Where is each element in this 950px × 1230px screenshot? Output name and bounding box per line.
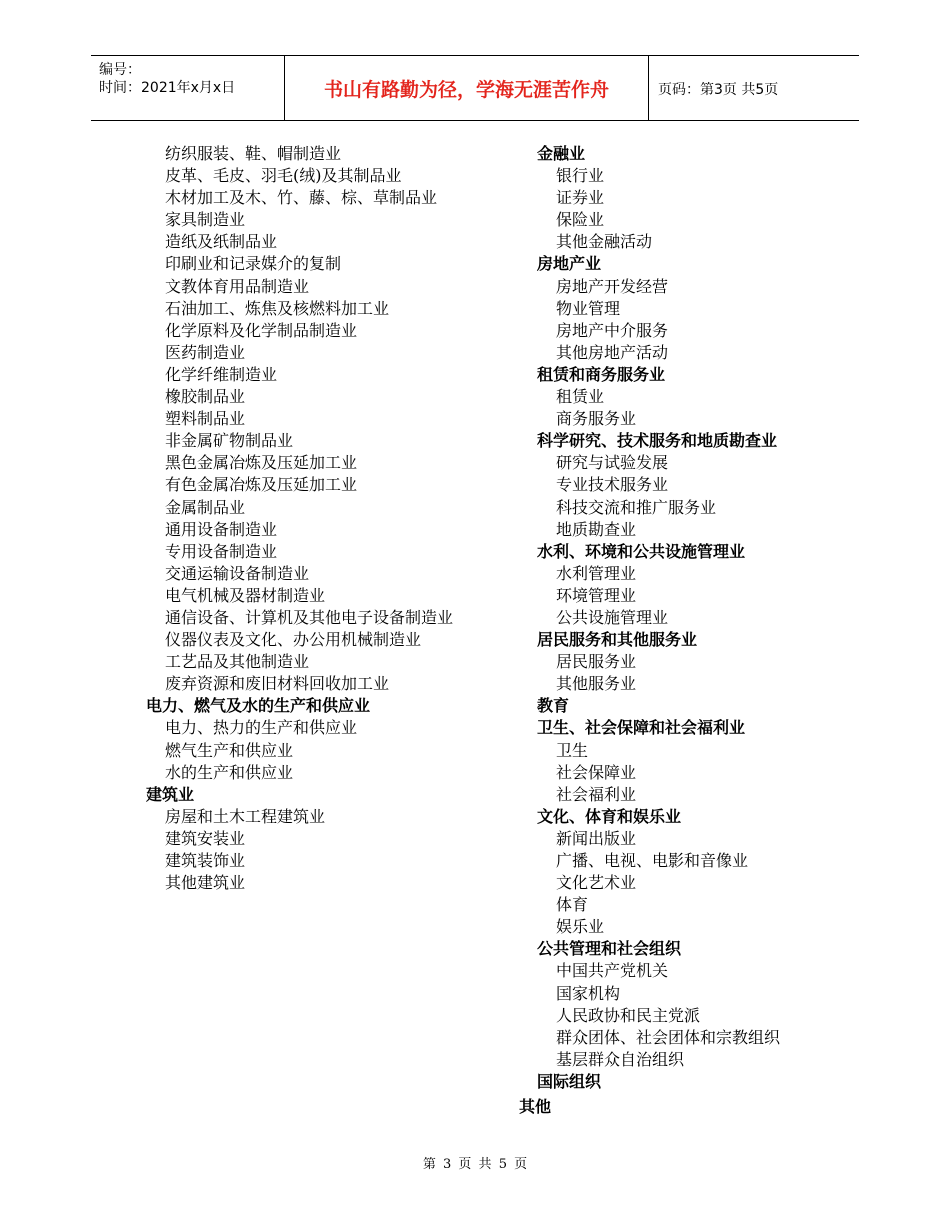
subcategory-item: 中国共产党机关 [556, 961, 669, 981]
category-heading: 公共管理和社会组织 [537, 939, 682, 959]
subcategory-item: 国家机构 [556, 983, 621, 1003]
subcategory-item: 居民服务业 [556, 652, 637, 672]
subcategory-item: 社会保障业 [556, 762, 637, 782]
subcategory-item: 塑料制品业 [165, 409, 246, 429]
header-divider-right [648, 56, 649, 120]
subcategory-item: 皮革、毛皮、羽毛(绒)及其制品业 [165, 166, 402, 186]
header-number-label: 编号： [99, 62, 141, 78]
subcategory-item: 通用设备制造业 [165, 519, 278, 539]
subcategory-item: 保险业 [556, 210, 605, 230]
subcategory-item: 纺织服装、鞋、帽制造业 [165, 144, 342, 163]
subcategory-item: 造纸及纸制品业 [165, 232, 278, 252]
subcategory-item: 物业管理 [556, 298, 621, 318]
subcategory-item: 科技交流和推广服务业 [556, 497, 717, 517]
subcategory-item: 交通运输设备制造业 [165, 563, 310, 583]
header-meta [99, 61, 235, 97]
other-category: 其他 [519, 1097, 552, 1116]
category-heading: 科学研究、技术服务和地质勘查业 [537, 431, 778, 451]
subcategory-item: 房地产中介服务 [556, 320, 669, 340]
category-heading: 电力、燃气及水的生产和供应业 [146, 696, 371, 716]
subcategory-item: 石油加工、炼焦及核燃料加工业 [165, 298, 390, 318]
subcategory-item: 研究与试验发展 [556, 453, 669, 473]
subcategory-item: 废弃资源和废旧材料回收加工业 [165, 674, 390, 694]
subcategory-item: 黑色金属冶炼及压延加工业 [165, 453, 358, 473]
subcategory-item: 娱乐业 [556, 917, 605, 937]
subcategory-item: 广播、电视、电影和音像业 [556, 851, 749, 870]
subcategory-item: 建筑安装业 [165, 828, 246, 848]
subcategory-item: 基层群众自治组织 [556, 1049, 685, 1069]
subcategory-item: 建筑装饰业 [165, 851, 246, 870]
subcategory-item: 地质勘查业 [556, 519, 637, 539]
subcategory-item: 群众团体、社会团体和宗教组织 [556, 1027, 781, 1047]
subcategory-item: 人民政协和民主党派 [556, 1005, 701, 1025]
subcategory-item: 水利管理业 [556, 563, 637, 583]
subcategory-item: 燃气生产和供应业 [165, 740, 294, 760]
category-heading: 水利、环境和公共设施管理业 [537, 541, 746, 561]
category-heading: 教育 [537, 696, 570, 716]
subcategory-item: 家具制造业 [165, 210, 246, 230]
subcategory-item: 有色金属冶炼及压延加工业 [165, 475, 358, 495]
right-column-list [537, 143, 780, 1093]
subcategory-item: 医药制造业 [165, 342, 246, 362]
category-heading: 卫生、社会保障和社会福利业 [537, 718, 746, 738]
category-heading: 金融业 [537, 144, 586, 163]
header-time-label: 时间：2021年x月x日 [99, 80, 236, 96]
subcategory-item: 专用设备制造业 [165, 541, 278, 561]
category-heading: 文化、体育和娱乐业 [537, 806, 682, 826]
subcategory-item: 文教体育用品制造业 [165, 276, 310, 296]
subcategory-item: 社会福利业 [556, 784, 637, 804]
category-heading: 居民服务和其他服务业 [537, 630, 698, 650]
subcategory-item: 商务服务业 [556, 409, 637, 429]
subcategory-item: 租赁业 [556, 387, 605, 407]
header-motto: 书山有路勤为径，学海无涯苦作舟 [323, 79, 609, 101]
subcategory-item: 电力、热力的生产和供应业 [165, 718, 358, 738]
page-header [91, 55, 859, 121]
subcategory-item: 橡胶制品业 [165, 387, 246, 407]
subcategory-item: 文化艺术业 [556, 873, 637, 893]
subcategory-item: 环境管理业 [556, 585, 637, 605]
subcategory-item: 其他建筑业 [165, 873, 246, 893]
subcategory-item: 通信设备、计算机及其他电子设备制造业 [165, 607, 454, 627]
subcategory-item: 其他房地产活动 [556, 342, 669, 362]
category-heading: 租赁和商务服务业 [537, 364, 666, 384]
category-heading: 建筑业 [146, 784, 195, 804]
subcategory-item: 其他服务业 [556, 674, 637, 694]
subcategory-item: 木材加工及木、竹、藤、棕、草制品业 [165, 188, 438, 208]
subcategory-item: 仪器仪表及文化、办公用机械制造业 [165, 630, 422, 650]
subcategory-item: 公共设施管理业 [556, 607, 669, 627]
header-page-info: 页码：第3页 共5页 [658, 82, 779, 98]
page-footer: 第 3 页 共 5 页 [422, 1157, 528, 1172]
subcategory-item: 印刷业和记录媒介的复制 [165, 254, 342, 274]
subcategory-item: 化学纤维制造业 [165, 364, 278, 384]
subcategory-item: 房地产开发经营 [556, 276, 669, 296]
subcategory-item: 卫生 [556, 740, 589, 760]
subcategory-item: 房屋和土木工程建筑业 [165, 806, 326, 826]
subcategory-item: 其他金融活动 [556, 232, 653, 252]
subcategory-item: 化学原料及化学制品制造业 [165, 320, 358, 340]
subcategory-item: 体育 [556, 895, 589, 915]
category-heading: 房地产业 [537, 254, 602, 274]
left-column-list [146, 143, 453, 894]
subcategory-item: 非金属矿物制品业 [165, 431, 294, 451]
subcategory-item: 银行业 [556, 166, 605, 186]
subcategory-item: 证券业 [556, 188, 605, 208]
subcategory-item: 专业技术服务业 [556, 475, 669, 495]
subcategory-item: 水的生产和供应业 [165, 762, 294, 782]
category-heading: 国际组织 [537, 1071, 602, 1091]
subcategory-item: 电气机械及器材制造业 [165, 585, 326, 605]
subcategory-item: 新闻出版业 [556, 828, 637, 848]
subcategory-item: 工艺品及其他制造业 [165, 652, 310, 672]
subcategory-item: 金属制品业 [165, 497, 246, 517]
